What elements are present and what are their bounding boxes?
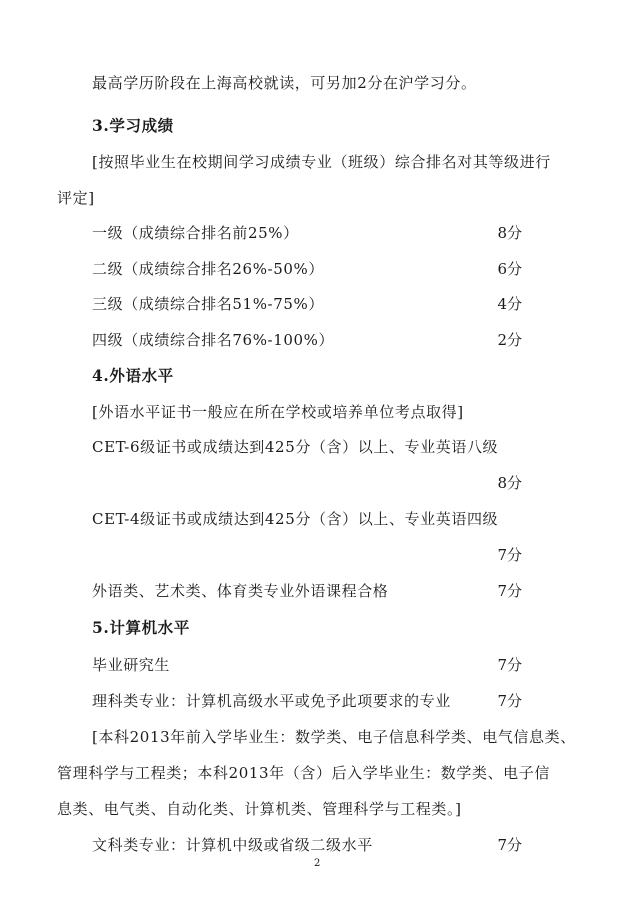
grade-2-score: 6分 [497,260,522,278]
section-3-heading: 3.学习成绩 [92,116,174,135]
section-3-note-line-2: 评定] [57,189,95,207]
grade-2-label: 二级（成绩综合排名26%-50%） [92,260,324,278]
liberal-arts-score: 7分 [497,836,522,854]
language-major-score: 7分 [497,582,522,600]
grade-3-label: 三级（成绩综合排名51%-75%） [92,295,324,313]
grade-4-label: 四级（成绩综合排名76%-100%） [92,331,335,349]
science-score: 7分 [497,692,522,710]
grade-1-score: 8分 [497,224,522,242]
liberal-arts-label: 文科类专业：计算机中级或省级二级水平 [92,836,373,854]
graduate-score: 7分 [497,656,522,674]
cet6-score: 8分 [497,474,522,492]
section-5-note-line-1: [本科2013年前入学毕业生：数学类、电子信息科学类、电气信息类、 [92,728,576,746]
intro-text: 最高学历阶段在上海高校就读，可另加2分在沪学习分。 [92,74,477,92]
cet6-label: CET-6级证书或成绩达到425分（含）以上、专业英语八级 [92,438,499,456]
graduate-label: 毕业研究生 [92,656,171,674]
section-3-note-line-1: [按照毕业生在校期间学习成绩专业（班级）综合排名对其等级进行 [92,153,551,171]
cet4-label: CET-4级证书或成绩达到425分（含）以上、专业英语四级 [92,510,499,528]
cet4-score: 7分 [497,546,522,564]
grade-4-score: 2分 [497,331,522,349]
section-5-heading: 5.计算机水平 [92,618,190,637]
section-4-note: [外语水平证书一般应在所在学校或培养单位考点取得] [92,403,464,421]
science-label: 理科类专业：计算机高级水平或免予此项要求的专业 [92,692,451,710]
section-5-note-line-3: 息类、电气类、自动化类、计算机类、管理科学与工程类。] [57,800,462,818]
section-5-note-line-2: 管理科学与工程类；本科2013年（含）后入学毕业生：数学类、电子信 [57,764,550,782]
section-4-heading: 4.外语水平 [92,366,174,385]
page-number: 2 [314,858,321,869]
grade-1-label: 一级（成绩综合排名前25%） [92,224,299,242]
language-major-label: 外语类、艺术类、体育类专业外语课程合格 [92,582,389,600]
grade-3-score: 4分 [497,295,522,313]
